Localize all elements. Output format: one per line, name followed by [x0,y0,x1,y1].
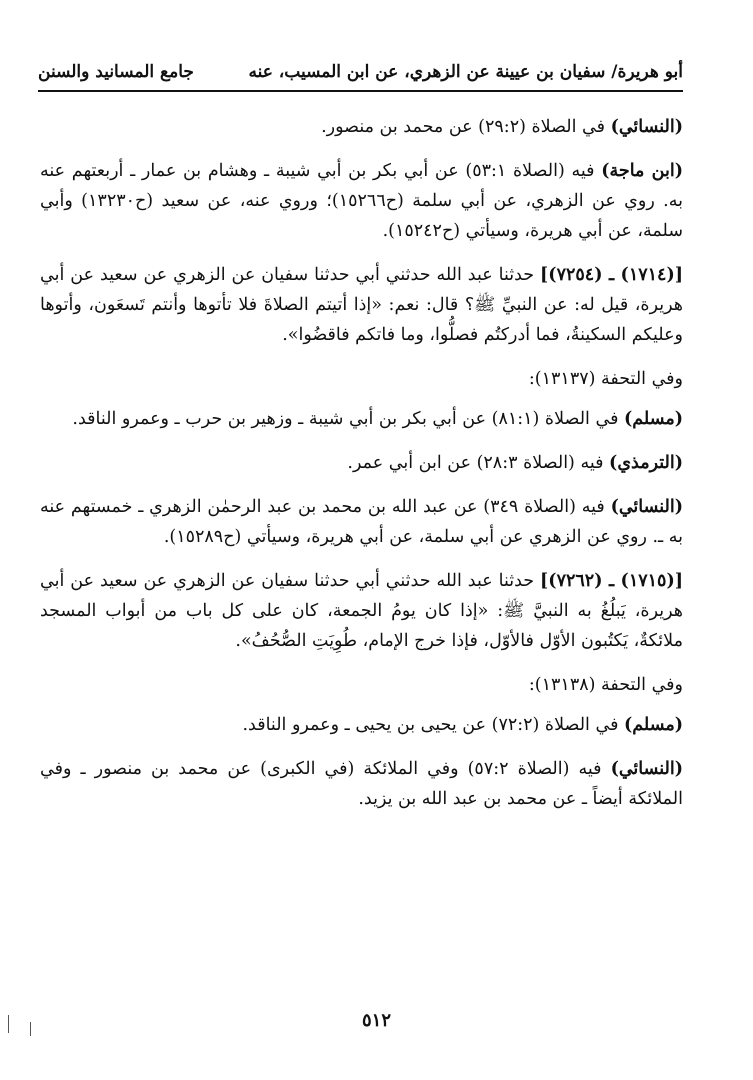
source-label: (مسلم) [624,715,683,735]
page-body [40,112,683,828]
paragraph-text: في الصلاة (٢٩:٢) عن محمد بن منصور. [321,117,611,137]
page-number: ٥١٢ [361,1010,391,1031]
hadith-number: [(١٧١٥) ـ (٧٢٦٢)] [540,571,683,591]
paragraph-muslim-2 [40,710,683,740]
paragraph-ibn-majah [40,156,683,246]
source-label: (مسلم) [624,409,683,429]
header-book-title: جامع المسانيد والسنن [38,62,194,82]
source-label: (النسائي) [610,759,683,779]
paragraph-text: فيه (الصلاة ٥٣:١) عن أبي بكر بن أبي شيبة ـ وهشام بن عمار ـ أربعتهم عنه به. روي عن الزهري، عن أبي سلمة (ح١٥٢٦٦)؛ وروي عنه، عن سعيد (ح١٣٢٣٠) وأبي سلمة، عن أبي هريرة، وسيأتي (ح١٥٢٤٢). [40,161,683,241]
hadith-text: حدثنا عبد الله حدثني أبي حدثنا سفيان عن الزهري عن سعيد عن أبي هريرة، قيل له: عن النبيِّ ﷺ؟ قال: نعم: «إذا أتيتم الصلاةَ فلا تأتوها وأنتم تَسعَون، وأتوها وعليكم السكينةُ، فما أدركتُم فصلُّوا، وما فاتكم فاقضُوا». [40,265,683,345]
source-label: (ابن ماجة) [601,161,683,181]
source-label: (النسائي) [610,497,683,517]
header-chapter-title: أبو هريرة/ سفيان بن عيينة عن الزهري، عن ابن المسيب، عنه [248,62,683,82]
paragraph-text: فيه (الصلاة ٢٨:٣) عن ابن أبي عمر. [347,453,610,473]
paragraph-text: في الصلاة (٨١:١) عن أبي بكر بن أبي شيبة ـ وزهير بن حرب ـ وعمرو الناقد. [72,409,624,429]
tuhfa-reference: وفي التحفة (١٣١٣٨): [528,675,683,695]
tuhfa-heading-2 [40,670,683,700]
running-header [38,56,683,92]
paragraph-nasai-2 [40,492,683,552]
hadith-1715 [40,566,683,656]
paragraph-nasai-3 [40,754,683,814]
scan-edge-mark [30,1022,31,1036]
source-label: (الترمذي) [609,453,683,473]
source-label: (النسائي) [610,117,683,137]
tuhfa-reference: وفي التحفة (١٣١٣٧): [528,369,683,389]
scan-edge-mark [8,1015,9,1033]
paragraph-muslim-1 [40,404,683,434]
hadith-1714 [40,260,683,350]
paragraph-tirmidhi [40,448,683,478]
paragraph-text: فيه (الصلاة ٣٤٩) عن عبد الله بن محمد بن عبد الرحمٰن الزهري ـ خمستهم عنه به ـ. روي عن الزهري عن أبي سلمة، عن أبي هريرة، وسيأتي (ح١٥٢٨٩). [40,497,683,547]
tuhfa-heading-1 [40,364,683,394]
paragraph-text: فيه (الصلاة ٥٧:٢) وفي الملائكة (في الكبرى) عن محمد بن منصور ـ وفي الملائكة أيضاً ـ عن محمد بن عبد الله بن يزيد. [40,759,683,809]
paragraph-nasai-1 [40,112,683,142]
hadith-text: حدثنا عبد الله حدثني أبي حدثنا سفيان عن الزهري عن سعيد عن أبي هريرة، يَبلُغُ به النبيَّ ﷺ: «إذا كان يومُ الجمعة، كان على كل باب من أبواب المسجد ملائكةٌ، يَكتُبون الأوّل فالأوّل، فإذا خرج الإمام، طُوِيَتِ الصُّحُفُ». [40,571,683,651]
paragraph-text: في الصلاة (٧٢:٢) عن يحيى بن يحيى ـ وعمرو الناقد. [242,715,624,735]
hadith-number: [(١٧١٤) ـ (٧٢٥٤)] [540,265,683,285]
